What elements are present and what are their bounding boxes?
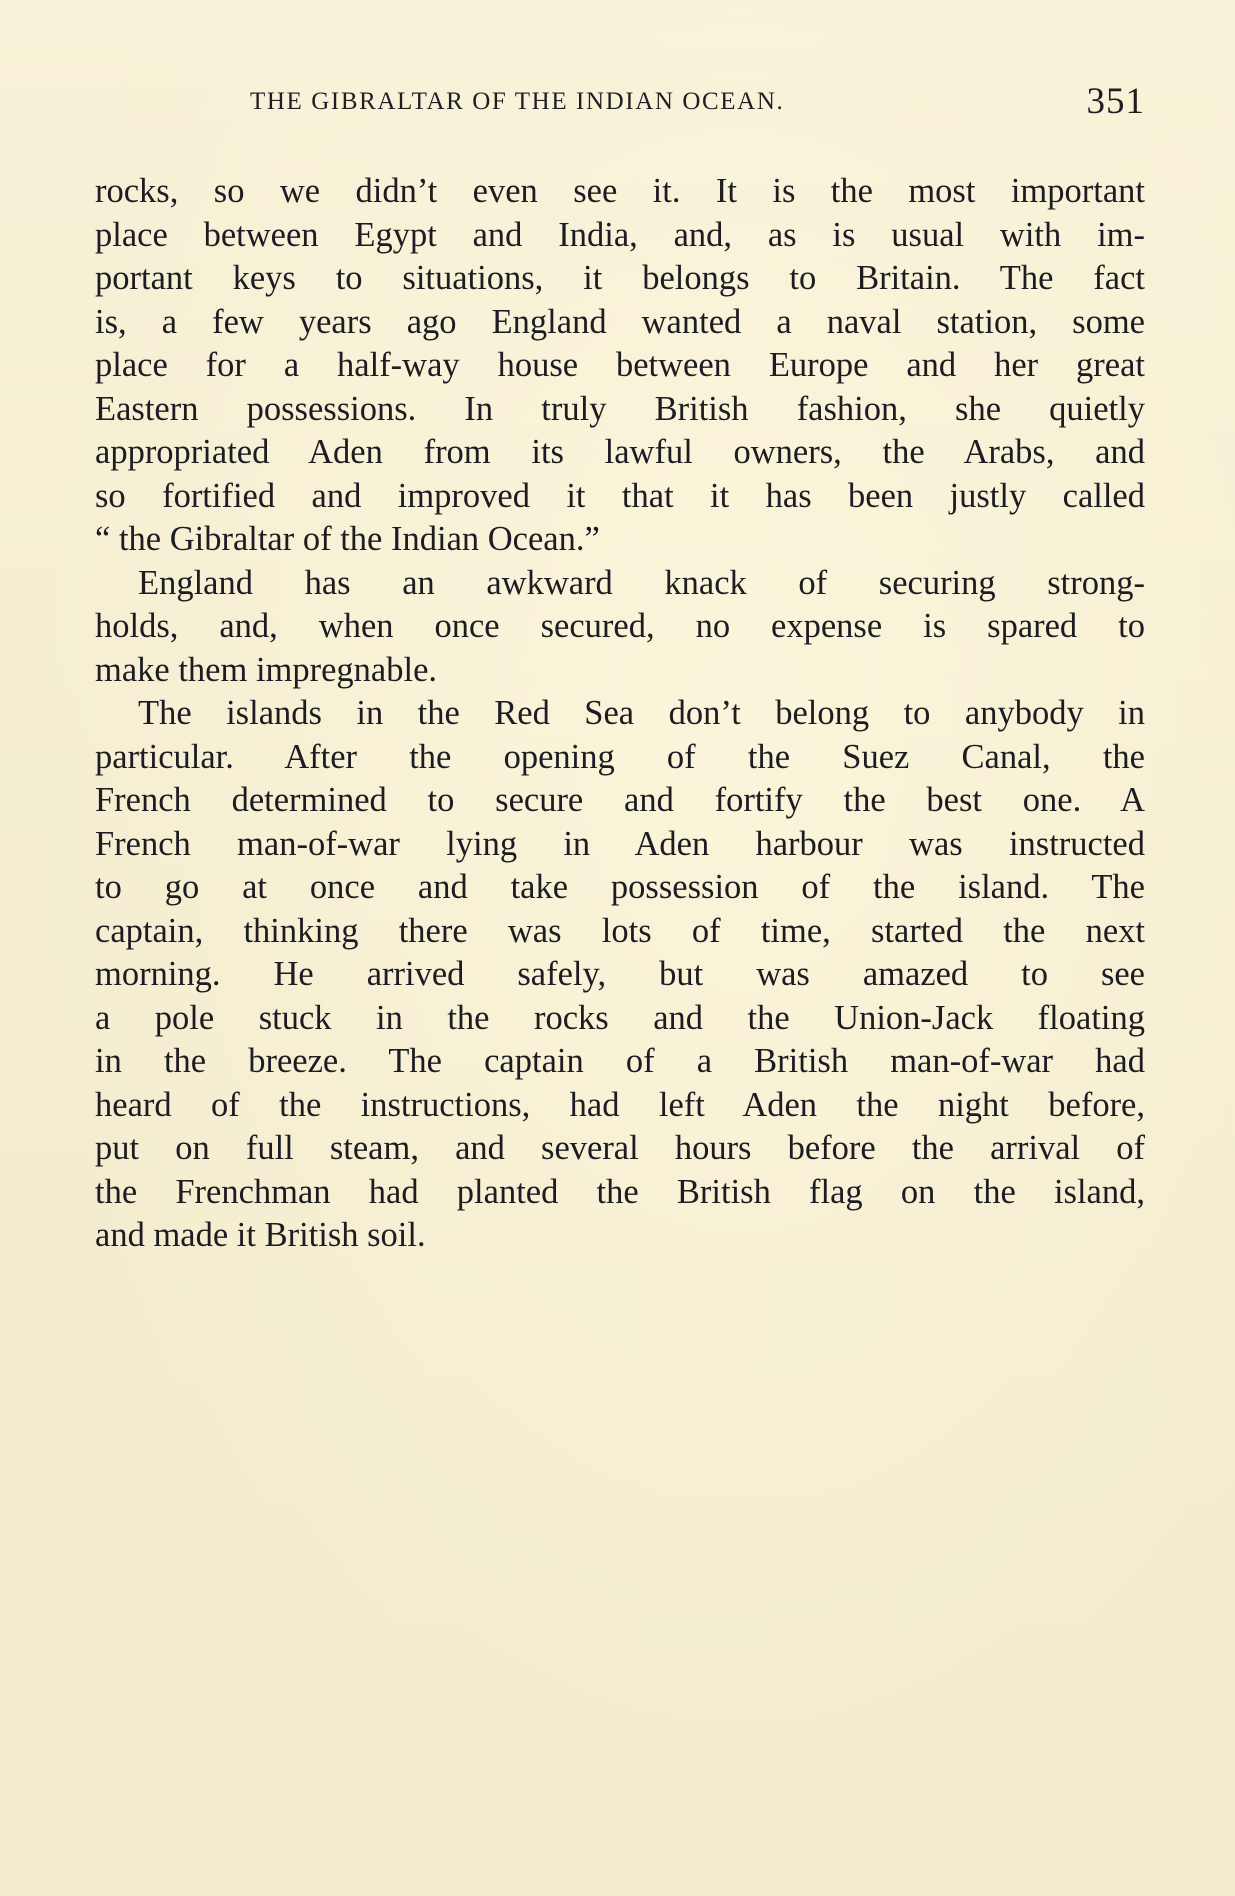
running-head: THE GIBRALTAR OF THE INDIAN OCEAN. — [250, 88, 785, 115]
text-line: appropriated Aden from its lawful owners, the Arabs, and — [95, 433, 1145, 471]
text-line: portant keys to situations, it belongs to Britain. The fact — [95, 259, 1145, 297]
page-header — [250, 81, 1150, 124]
body-text — [95, 170, 1145, 1258]
page-number: 351 — [1086, 81, 1145, 122]
text-line: make them impregnable. — [95, 650, 438, 689]
text-line: a pole stuck in the rocks and the Union-Jack floating — [95, 998, 1145, 1037]
text-line: put on full steam, and several hours before the arrival of — [95, 1129, 1145, 1167]
text-line: French man-of-war lying in Aden harbour was instructed — [95, 824, 1145, 863]
text-line: the Frenchman had planted the British flag on the island, — [95, 1172, 1145, 1211]
text-line: holds, and, when once secured, no expense is spared to — [95, 607, 1145, 645]
text-line: to go at once and take possession of the island. The — [95, 868, 1145, 906]
text-line: in the breeze. The captain of a British man-of-war had — [95, 1042, 1145, 1080]
text-line: so fortified and improved it that it has been justly called — [95, 476, 1145, 515]
text-line: is, a few years ago England wanted a naval station, some — [95, 302, 1145, 341]
text-line: heard of the instructions, had left Aden the night before, — [95, 1085, 1145, 1124]
text-line: “ the Gibraltar of the Indian Ocean.” — [95, 520, 600, 558]
text-line: Eastern possessions. In truly British fashion, she quietly — [95, 389, 1145, 428]
text-line: rocks, so we didn’t even see it. It is the most important — [95, 172, 1145, 210]
text-line: place between Egypt and India, and, as is usual with im- — [95, 215, 1145, 254]
text-line: The islands in the Red Sea don’t belong to anybody in — [138, 694, 1145, 732]
text-line: captain, thinking there was lots of time, started the next — [95, 911, 1145, 950]
text-line: French determined to secure and fortify the best one. A — [95, 781, 1145, 819]
text-line: morning. He arrived safely, but was amazed to see — [95, 955, 1145, 993]
text-line: particular. After the opening of the Suez Canal, the — [95, 737, 1145, 776]
text-line: and made it British soil. — [95, 1216, 426, 1254]
text-line: place for a half-way house between Europe and her great — [95, 346, 1145, 384]
text-line: England has an awkward knack of securing strong- — [138, 563, 1145, 602]
